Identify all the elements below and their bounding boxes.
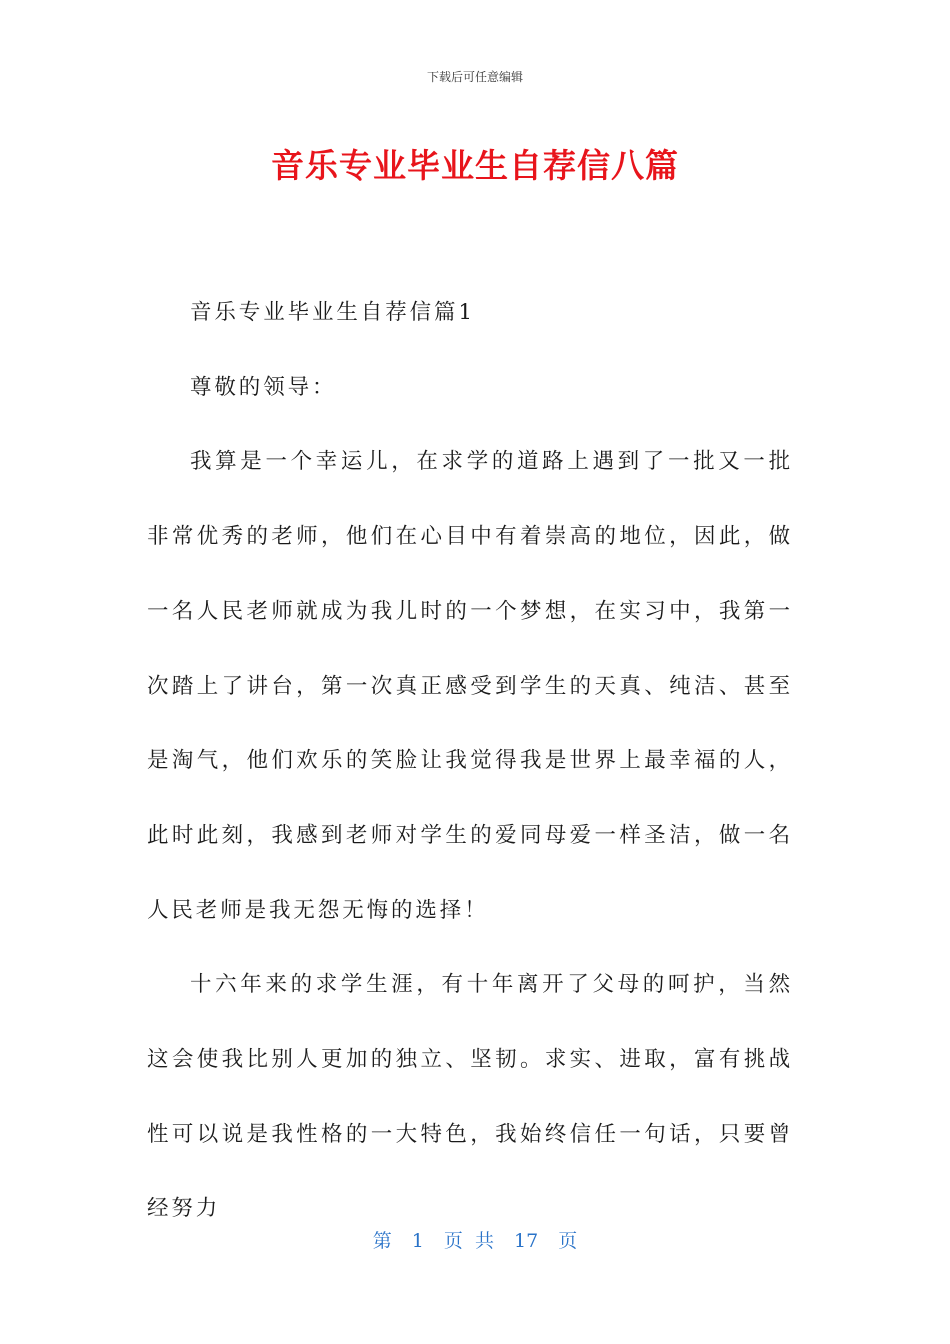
header-note: 下载后可任意编辑	[426, 70, 523, 84]
footer-prefix: 第	[372, 1230, 392, 1252]
page-footer	[0, 1226, 950, 1253]
footer-suffix: 页	[558, 1230, 578, 1252]
document-body	[147, 276, 793, 1247]
body-paragraph: 我算是一个幸运儿，在求学的道路上遇到了一批又一批非常优秀的老师，他们在心目中有着崇高的地位，因此，做一名人民老师就成为我儿时的一个梦想，在实习中，我第一次踏上了讲台，第一次真正感受到学生的天真、纯洁、甚至是淘气，他们欢乐的笑脸让我觉得我是世界上最幸福的人，此时此刻，我感到老师对学生的爱同母爱一样圣洁，做一名人民老师是我无怨无悔的选择！	[147, 449, 793, 923]
section-heading: 音乐专业毕业生自荐信篇1	[190, 300, 475, 325]
footer-middle: 页 共	[443, 1230, 494, 1252]
salutation: 尊敬的领导：	[190, 374, 337, 400]
body-paragraph: 十六年来的求学生涯，有十年离开了父母的呵护，当然这会使我比别人更加的独立、坚韧。求实、进取，富有挑战性可以说是我性格的一大特色，我始终信任一句话，只要曾经努力	[147, 972, 793, 1222]
document-title: 音乐专业毕业生自荐信八篇	[271, 146, 679, 185]
footer-page-number: 1	[411, 1230, 424, 1252]
footer-total-pages: 17	[514, 1230, 539, 1252]
